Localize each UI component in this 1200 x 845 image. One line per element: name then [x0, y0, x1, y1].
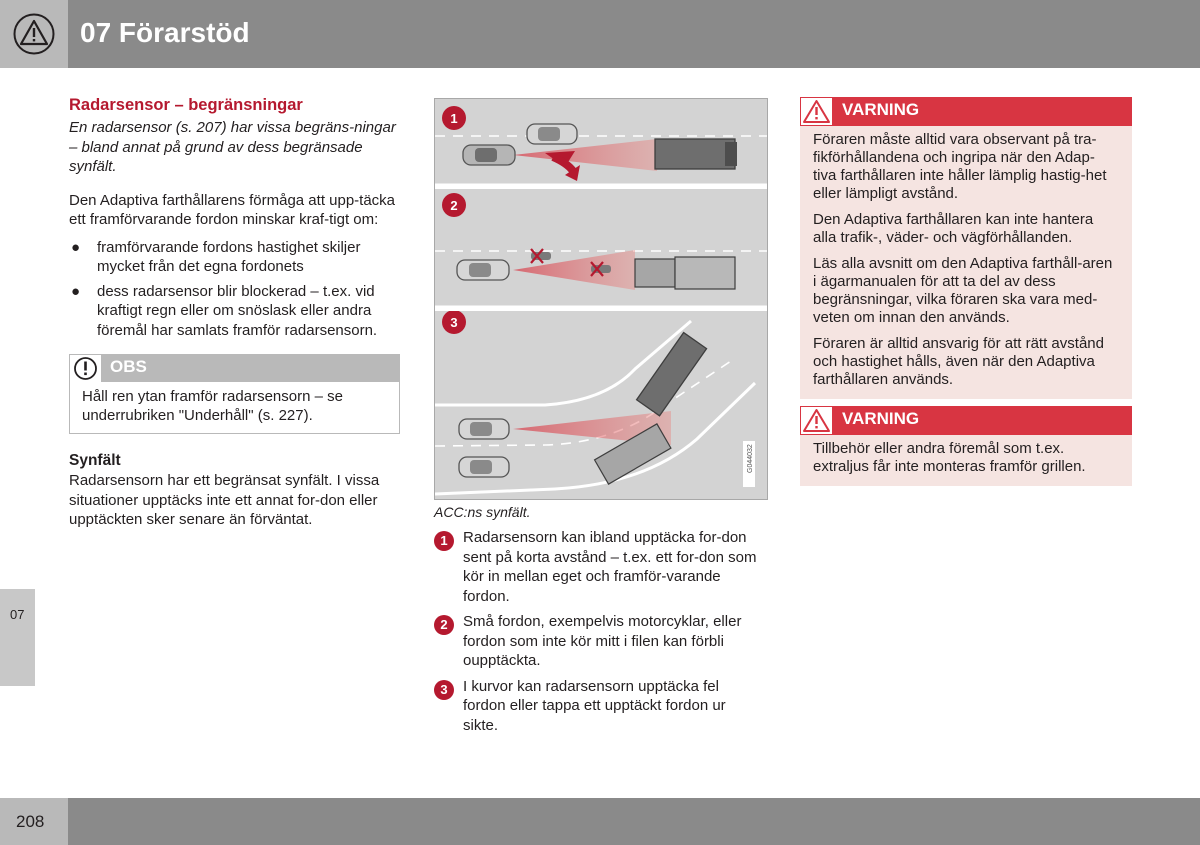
- warning-text: Tillbehör eller andra föremål som t.ex. extraljus får inte monteras framför grillen.: [813, 440, 1086, 475]
- number-badge: 2: [434, 615, 454, 635]
- info-circle-icon: [70, 355, 101, 382]
- svg-text:G044032: G044032: [747, 444, 754, 473]
- acc-field-of-view-figure: [434, 98, 768, 500]
- bullet-list: [69, 238, 401, 341]
- figure-code: [743, 441, 755, 487]
- warning-label: VARNING: [842, 409, 920, 428]
- section-intro: En radarsensor (s. 207) har vissa begräns-ningar – bland annat på grund av dess begränsade synfält.: [69, 119, 396, 175]
- car-icon: [527, 124, 577, 144]
- list-item: ● dess radarsensor blir blockerad – t.ex. vid kraftigt regn eller om snöslask eller andra föremål har samlats framför radarsensorn.: [71, 282, 378, 339]
- chapter-title: 07 Förarstöd: [80, 17, 250, 48]
- bullet-icon: ●: [71, 238, 81, 256]
- car-icon: [459, 457, 509, 477]
- panel-3: [435, 310, 755, 494]
- list-item: ● framförvarande fordons hastighet skiljer mycket från det egna fordonets: [71, 238, 361, 275]
- footer-bar: [68, 798, 1200, 845]
- list-item: 2 Små fordon, exempelvis motorcyklar, eller fordon som inte kör mitt i filen kan förbli oupptäckta.: [434, 612, 760, 671]
- chapter-side-tab[interactable]: [0, 589, 35, 686]
- section-paragraph: Den Adaptiva farthållarens förmåga att upp-täcka ett framförvarande fordon minskar kraf-tigt om:: [69, 191, 396, 228]
- car-icon: [463, 145, 515, 165]
- left-column: [69, 95, 401, 530]
- list-item: 3 I kurvor kan radarsensorn upptäcka fel fordon eller tappa ett upptäckt fordon ur sikte.: [434, 677, 760, 736]
- number-badge: 1: [434, 531, 454, 551]
- car-icon: [459, 419, 509, 439]
- warning-box: [800, 406, 1132, 486]
- synfalt-title: Synfält: [69, 452, 121, 469]
- truck-icon: [655, 139, 737, 169]
- figure-legend: [434, 528, 760, 741]
- car-icon: [457, 260, 509, 280]
- warning-triangle-icon: [13, 13, 55, 55]
- obs-note-box: [69, 354, 400, 434]
- chapter-side-tab-label: 07: [10, 607, 25, 622]
- bullet-icon: ●: [71, 282, 81, 300]
- list-item: 1 Radarsensorn kan ibland upptäcka for-don sent på korta avstånd – t.ex. ett for-don som kör in mellan eget och framför-varande fordon.: [434, 528, 760, 606]
- panel-1: [435, 106, 767, 185]
- svg-text:2: 2: [450, 198, 458, 213]
- truck-icon: [637, 333, 707, 416]
- section-title: Radarsensor – begränsningar: [69, 96, 303, 114]
- obs-text: Håll ren ytan framför radarsensorn – se underrubriken "Underhåll" (s. 227).: [82, 388, 343, 424]
- warning-label: VARNING: [842, 100, 920, 119]
- obs-note-header: [70, 355, 399, 382]
- panel-2: [435, 193, 767, 307]
- synfalt-text: Radarsensorn har ett begränsat synfält. I vissa situationer upptäcks inte ett annat for-don eller upptäckten sker senare än förväntat.: [69, 472, 380, 528]
- tractor-icon: [635, 257, 735, 289]
- figure-caption: ACC:ns synfält.: [434, 504, 531, 520]
- warning-box: [800, 97, 1132, 399]
- warning-triangle-icon: [801, 98, 832, 125]
- svg-text:3: 3: [450, 315, 458, 330]
- figure-illustration: [435, 99, 767, 499]
- obs-label: OBS: [110, 357, 147, 376]
- number-badge: 3: [434, 680, 454, 700]
- warning-header: [800, 97, 1132, 126]
- warning-triangle-icon: [801, 407, 832, 434]
- page-number: 208: [16, 812, 45, 831]
- svg-text:1: 1: [450, 111, 458, 126]
- warning-text: Föraren måste alltid vara observant på tra-fikförhållandena och ingripa när den Adap-tiva farthållaren inte håller lämplig hastig-het eller lämpligt avstånd. Den Adaptiva farthållaren kan inte hantera alla trafik-, väder- och vägförhållanden. Läs alla avsnitt om den Adaptiva farthåll-aren i ägarmanualen för att ta del av dess begränsningar, vilka föraren ska vara med-veten om innan den används. Föraren är alltid ansvarig för att rätt avstånd och hastighet hålls, även när den Adaptiva farthållaren används.: [813, 131, 1113, 388]
- warning-header: [800, 406, 1132, 435]
